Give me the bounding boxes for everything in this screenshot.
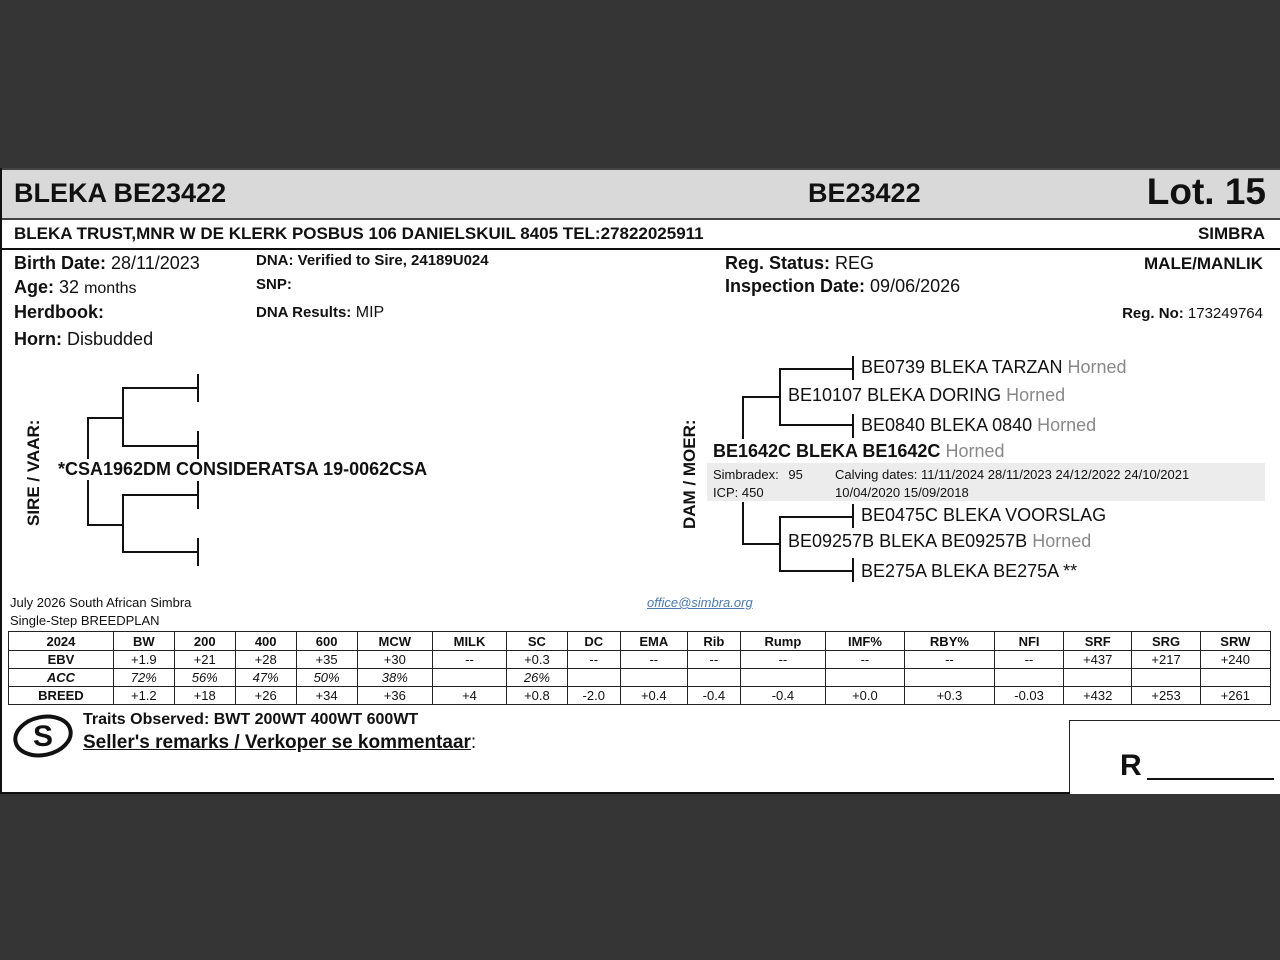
- column-header: Rump: [740, 632, 825, 651]
- table-cell: [433, 669, 507, 687]
- table-cell: --: [433, 651, 507, 669]
- dam-tree-line: [779, 368, 853, 370]
- dna-verification: DNA: Verified to Sire, 24189U024: [256, 252, 489, 269]
- table-cell: -0.4: [740, 687, 825, 705]
- owner-line: BLEKA TRUST,MNR W DE KLERK POSBUS 106 DANIELSKUIL 8405 TEL:27822025911: [14, 224, 704, 243]
- table-cell: +437: [1064, 651, 1132, 669]
- dam-sire-dam: BE0840 BLEKA 0840 Horned: [861, 415, 1097, 435]
- sire-name: *CSA1962DM CONSIDERATSA 19-0062CSA: [58, 459, 428, 479]
- table-cell: +26: [235, 687, 296, 705]
- column-header: MILK: [433, 632, 507, 651]
- table-cell: +21: [174, 651, 235, 669]
- reg-status: Reg. Status: REG: [725, 253, 875, 273]
- table-cell: 56%: [174, 669, 235, 687]
- simbra-logo: [12, 714, 74, 758]
- dam-name: BE1642C BLEKA BE1642C Horned: [713, 441, 1005, 461]
- sire-tree-line: [122, 494, 124, 553]
- table-cell: +0.8: [506, 687, 567, 705]
- dam-tree-line: [779, 368, 781, 426]
- dam-dam-sire: BE0475C BLEKA VOORSLAG: [861, 505, 1107, 525]
- dam-tree-line: [852, 414, 854, 438]
- inspection-date: Inspection Date: 09/06/2026: [725, 276, 961, 296]
- table-cell: +0.4: [620, 687, 687, 705]
- column-header: NFI: [995, 632, 1064, 651]
- table-cell: +18: [174, 687, 235, 705]
- table-cell: 26%: [506, 669, 567, 687]
- table-cell: --: [567, 651, 620, 669]
- sire-tree-line: [197, 374, 199, 402]
- table-cell: [826, 669, 905, 687]
- table-cell: [904, 669, 994, 687]
- column-header: 400: [235, 632, 296, 651]
- row-label: ACC: [9, 669, 114, 687]
- snp-label: SNP:: [256, 276, 292, 293]
- svg-text:S: S: [32, 720, 54, 753]
- table-cell: --: [688, 651, 741, 669]
- table-cell: +1.2: [113, 687, 174, 705]
- column-header: RBY%: [904, 632, 994, 651]
- horn-status: Horn: Disbudded: [14, 329, 154, 349]
- table-cell: --: [620, 651, 687, 669]
- dam-sire-sire: BE0739 BLEKA TARZAN Horned: [861, 357, 1127, 377]
- animal-id: BE23422: [808, 178, 921, 208]
- table-cell: +253: [1132, 687, 1200, 705]
- table-cell: [1064, 669, 1132, 687]
- column-header: 200: [174, 632, 235, 651]
- table-cell: +240: [1200, 651, 1270, 669]
- animal-name: BLEKA BE23422: [14, 178, 227, 208]
- table-cell: --: [904, 651, 994, 669]
- sire-tree-line: [122, 494, 198, 496]
- dam-dam: BE09257B BLEKA BE09257B Horned: [788, 531, 1092, 551]
- divider: [0, 248, 1280, 250]
- sire-side-label: SIRE / VAAR:: [24, 419, 43, 526]
- table-cell: [1200, 669, 1270, 687]
- table-cell: +4: [433, 687, 507, 705]
- table-cell: +217: [1132, 651, 1200, 669]
- table-cell: --: [740, 651, 825, 669]
- sire-tree-line: [197, 431, 199, 459]
- table-row: [9, 669, 1271, 687]
- dam-tree-line: [742, 396, 780, 398]
- column-header: DC: [567, 632, 620, 651]
- table-cell: +0.0: [826, 687, 905, 705]
- dam-tree-line: [779, 516, 853, 518]
- dam-sire: BE10107 BLEKA DORING Horned: [788, 385, 1066, 405]
- ebv-table: [8, 631, 1271, 705]
- row-label: EBV: [9, 651, 114, 669]
- table-cell: +0.3: [904, 687, 994, 705]
- table-cell: +36: [357, 687, 433, 705]
- birth-date: Birth Date: 28/11/2023: [14, 253, 200, 273]
- column-header: MCW: [357, 632, 433, 651]
- sire-tree-line: [197, 481, 199, 509]
- sire-tree-line: [87, 524, 123, 526]
- dam-tree-line: [742, 502, 744, 545]
- left-border: [0, 168, 2, 794]
- table-cell: +28: [235, 651, 296, 669]
- table-cell: +35: [296, 651, 357, 669]
- table-cell: +261: [1200, 687, 1270, 705]
- dam-tree-line: [852, 504, 854, 528]
- dam-tree-line: [852, 356, 854, 380]
- dam-tree-line: [852, 558, 854, 582]
- table-cell: -0.4: [688, 687, 741, 705]
- lot-number: Lot. 15: [1146, 171, 1266, 212]
- column-header: 2024: [9, 632, 114, 651]
- table-cell: 38%: [357, 669, 433, 687]
- calving-dates-cont: 10/04/2020 15/09/2018: [835, 485, 969, 500]
- column-header: EMA: [620, 632, 687, 651]
- table-cell: --: [995, 651, 1064, 669]
- column-header: IMF%: [826, 632, 905, 651]
- email-link[interactable]: office@simbra.org: [647, 595, 753, 610]
- dam-tree-line: [779, 570, 853, 572]
- calving-dates: Calving dates: 11/11/2024 28/11/2023 24/12/2022 24/10/2021: [835, 467, 1190, 482]
- reg-number: Reg. No: 173249764: [1122, 305, 1263, 322]
- sire-tree-line: [197, 538, 199, 566]
- table-cell: [620, 669, 687, 687]
- table-cell: -2.0: [567, 687, 620, 705]
- sire-tree-line: [122, 387, 198, 389]
- column-header: Rib: [688, 632, 741, 651]
- breedplan-subtitle: Single-Step BREEDPLAN: [10, 613, 160, 628]
- header-bar: [0, 168, 1280, 220]
- sire-tree-line: [87, 417, 123, 419]
- table-cell: +30: [357, 651, 433, 669]
- price-input-line[interactable]: [1147, 778, 1274, 780]
- column-header: SRW: [1200, 632, 1270, 651]
- table-cell: -0.03: [995, 687, 1064, 705]
- column-header: 600: [296, 632, 357, 651]
- price-currency: R: [1120, 749, 1142, 782]
- column-header: BW: [113, 632, 174, 651]
- dam-side-label: DAM / MOER:: [680, 419, 699, 529]
- simbra-logo-icon: [12, 714, 74, 758]
- dam-tree-line: [742, 543, 780, 545]
- row-label: BREED: [9, 687, 114, 705]
- table-cell: 50%: [296, 669, 357, 687]
- sire-tree-line: [122, 445, 198, 447]
- traits-observed: Traits Observed: BWT 200WT 400WT 600WT: [83, 711, 419, 728]
- table-cell: [688, 669, 741, 687]
- sire-tree-line: [122, 551, 198, 553]
- price-box[interactable]: [1069, 720, 1280, 794]
- table-cell: +1.9: [113, 651, 174, 669]
- breed-label: SIMBRA: [1197, 224, 1265, 243]
- dam-tree-line: [779, 424, 853, 426]
- dna-results: DNA Results: MIP: [256, 304, 385, 321]
- breedplan-title: July 2026 South African Simbra: [10, 595, 192, 610]
- lot-card: [0, 168, 1280, 794]
- dam-tree-line: [779, 516, 781, 572]
- table-cell: +34: [296, 687, 357, 705]
- table-cell: [567, 669, 620, 687]
- table-cell: 72%: [113, 669, 174, 687]
- column-header: SRG: [1132, 632, 1200, 651]
- column-header: SC: [506, 632, 567, 651]
- dam-dam-dam: BE275A BLEKA BE275A **: [861, 561, 1078, 581]
- bottom-border: [0, 792, 1070, 794]
- sire-tree-line: [122, 387, 124, 446]
- dam-tree-line: [742, 396, 744, 439]
- seller-remarks: Seller's remarks / Verkoper se kommentaar:: [83, 732, 477, 753]
- table-cell: +0.3: [506, 651, 567, 669]
- table-cell: 47%: [235, 669, 296, 687]
- table-cell: [995, 669, 1064, 687]
- table-cell: [1132, 669, 1200, 687]
- dam-info-box: [707, 463, 1265, 501]
- herdbook: Herdbook:: [14, 302, 104, 322]
- icp: ICP: 450: [713, 485, 764, 500]
- table-cell: [740, 669, 825, 687]
- age: Age: 32 months: [14, 277, 137, 297]
- table-row: [9, 687, 1271, 705]
- table-cell: --: [826, 651, 905, 669]
- table-header-row: [9, 632, 1271, 651]
- table-cell: +432: [1064, 687, 1132, 705]
- column-header: SRF: [1064, 632, 1132, 651]
- sex-label: MALE/MANLIK: [1144, 254, 1263, 273]
- table-row: [9, 651, 1271, 669]
- simbradex: Simbradex: 95: [713, 467, 803, 482]
